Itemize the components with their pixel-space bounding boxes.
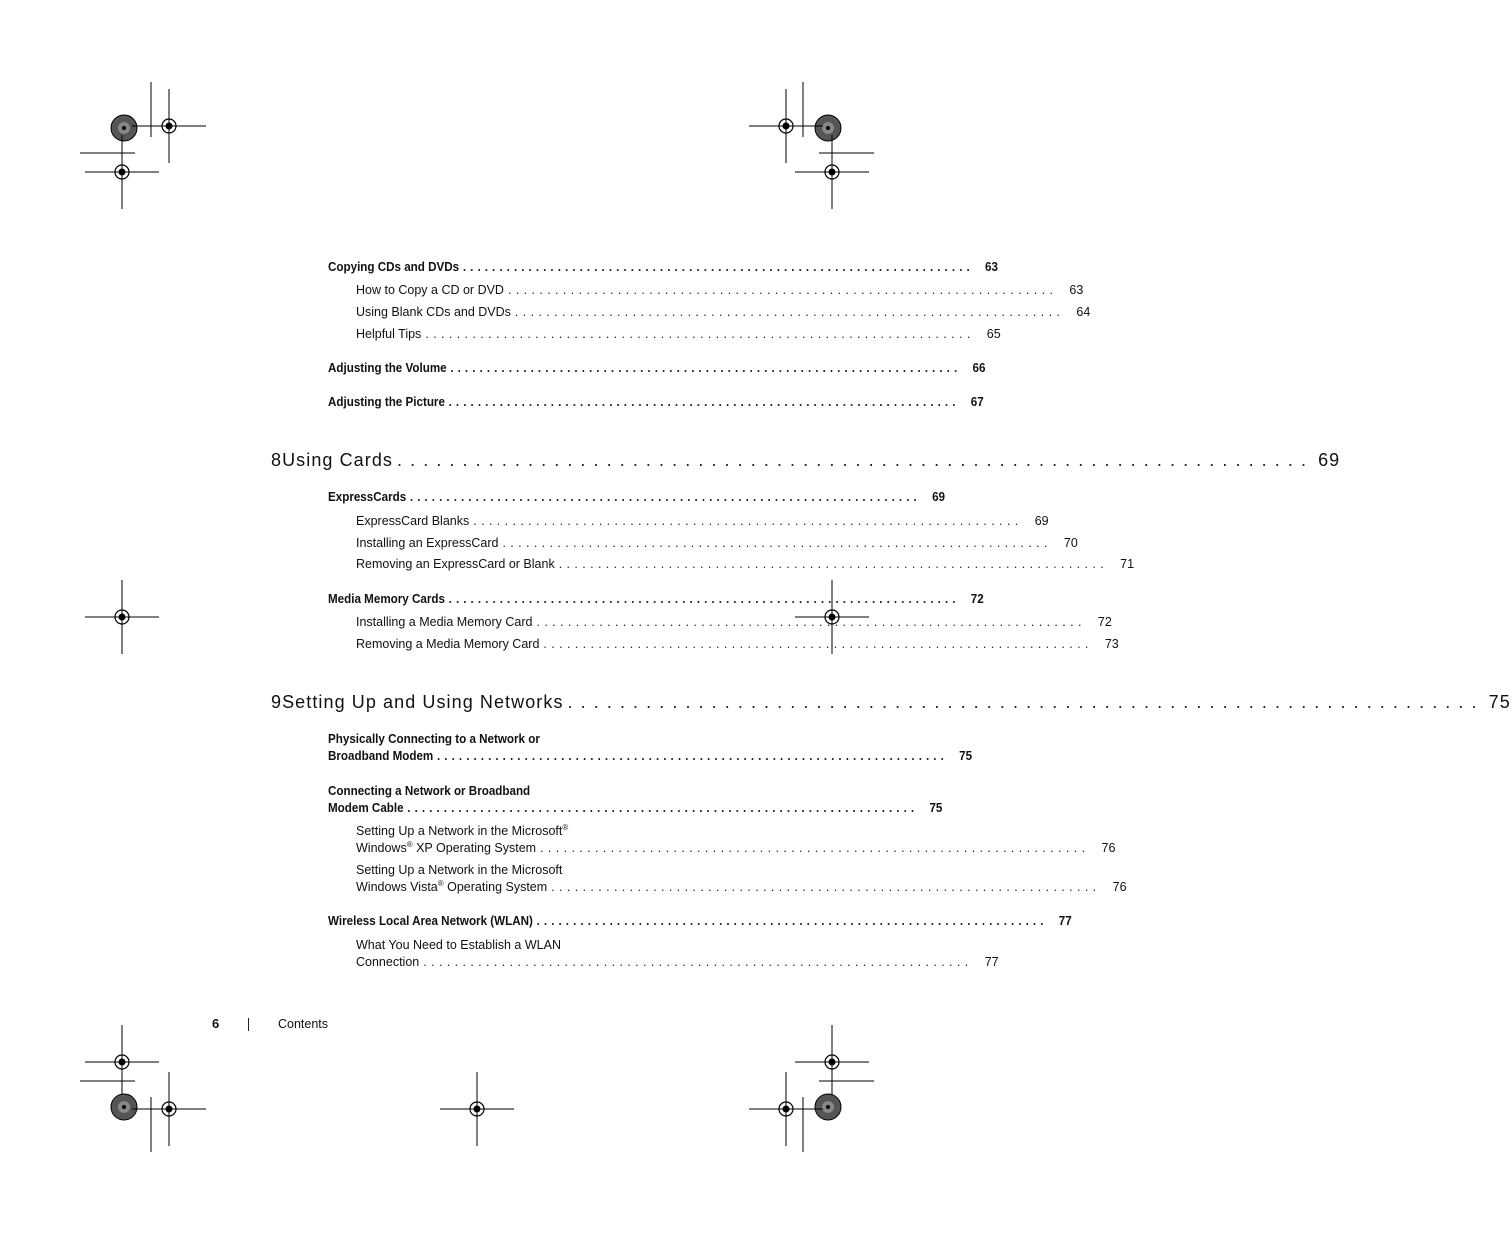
toc-entry-network-xp[interactable] bbox=[356, 839, 1116, 855]
toc-entry-wlan-need[interactable] bbox=[356, 955, 999, 969]
dot-leader: ...................................................................... bbox=[536, 914, 1048, 928]
toc-entry-copying-cds[interactable] bbox=[328, 260, 998, 274]
toc-entry-label: Adjusting the Volume bbox=[328, 361, 447, 375]
toc-entry-network-xp-line1 bbox=[356, 824, 568, 838]
crosshair-mark-bl bbox=[85, 1025, 159, 1099]
chapter-title: Setting Up and Using Networks bbox=[282, 692, 564, 712]
toc-entry-expresscards[interactable] bbox=[328, 490, 945, 504]
crosshair-mark-br2 bbox=[749, 1072, 823, 1146]
dot-leader: ...................................................................... bbox=[448, 395, 960, 409]
toc-entry-label: Using Blank CDs and DVDs bbox=[356, 305, 511, 319]
toc-entry-text: Operating System bbox=[443, 880, 548, 894]
toc-page-number: 77 bbox=[984, 955, 999, 969]
dot-leader: ...................................................................... bbox=[397, 450, 1315, 470]
toc-entry-label: How to Copy a CD or DVD bbox=[356, 283, 504, 297]
star-target-bl bbox=[111, 1094, 137, 1120]
toc-entry-removing-media-card[interactable] bbox=[356, 637, 1119, 651]
toc-entry-network-vista-line1: Setting Up a Network in the Microsoft bbox=[356, 863, 563, 877]
dot-leader: ...................................................................... bbox=[448, 592, 960, 606]
toc-entry-how-to-copy[interactable] bbox=[356, 283, 1084, 297]
toc-entry-label: Wireless Local Area Network (WLAN) bbox=[328, 914, 533, 928]
dot-leader: ...................................................................... bbox=[436, 749, 948, 763]
toc-entry-label bbox=[356, 841, 536, 855]
toc-page-number: 63 bbox=[1069, 283, 1084, 297]
toc-entry-label: Installing a Media Memory Card bbox=[356, 615, 533, 629]
star-target-br bbox=[815, 1094, 841, 1120]
dot-leader: ...................................................................... bbox=[473, 514, 1023, 528]
toc-page-number: 71 bbox=[1120, 557, 1135, 571]
dot-leader: ...................................................................... bbox=[540, 841, 1090, 855]
toc-chapter-9[interactable] bbox=[271, 692, 1511, 713]
toc-entry-text: Setting Up a Network in the Microsoft bbox=[356, 824, 563, 838]
crosshair-mark-bl2 bbox=[132, 1072, 206, 1146]
toc-entry-label: Modem Cable bbox=[328, 801, 404, 815]
dot-leader: ...................................................................... bbox=[551, 880, 1101, 894]
dot-leader: ...................................................................... bbox=[407, 801, 919, 815]
toc-page-number: 65 bbox=[986, 327, 1001, 341]
toc-entry-label: ExpressCards bbox=[328, 490, 407, 504]
toc-entry-text: XP Operating System bbox=[412, 841, 537, 855]
footer-section-label: Contents bbox=[278, 1017, 329, 1031]
toc-page-number: 77 bbox=[1058, 914, 1072, 928]
dot-leader: ...................................................................... bbox=[543, 637, 1093, 651]
dot-leader: ...................................................................... bbox=[567, 692, 1485, 712]
toc-entry-label: Installing an ExpressCard bbox=[356, 536, 499, 550]
toc-page-number: 64 bbox=[1076, 305, 1091, 319]
dot-leader: ...................................................................... bbox=[514, 305, 1065, 319]
toc-entry-connecting-network-line1: Connecting a Network or Broadband bbox=[328, 784, 531, 798]
toc-page-number: 76 bbox=[1101, 841, 1116, 855]
toc-entry-helpful-tips[interactable] bbox=[356, 327, 1001, 341]
toc-entry-adjusting-picture[interactable] bbox=[328, 395, 984, 409]
toc-entry-network-vista[interactable] bbox=[356, 878, 1127, 894]
toc-entry-label: Removing a Media Memory Card bbox=[356, 637, 540, 651]
dot-leader: ...................................................................... bbox=[423, 955, 973, 969]
crosshair-mark-tl2 bbox=[85, 135, 159, 209]
toc-entry-expresscard-blanks[interactable] bbox=[356, 514, 1049, 528]
crosshair-mark-tr2 bbox=[795, 135, 869, 209]
toc-entry-text: Windows Vista bbox=[356, 880, 438, 894]
toc-entry-removing-expresscard[interactable] bbox=[356, 557, 1135, 571]
dot-leader: ...................................................................... bbox=[450, 361, 962, 375]
toc-entry-media-memory-cards[interactable] bbox=[328, 592, 984, 606]
toc-page-number: 69 bbox=[932, 490, 945, 504]
dot-leader: ...................................................................... bbox=[425, 327, 975, 341]
crosshair-mark-tl bbox=[132, 89, 206, 163]
page-number: 6 bbox=[212, 1016, 220, 1031]
chapter-title: Using Cards bbox=[282, 450, 394, 470]
toc-entry-blank-cds[interactable] bbox=[356, 305, 1091, 319]
toc-entry-adjusting-volume[interactable] bbox=[328, 361, 986, 375]
dot-leader: ...................................................................... bbox=[409, 490, 921, 504]
toc-entry-physically-connecting-line1: Physically Connecting to a Network or bbox=[328, 732, 540, 746]
registered-mark: ® bbox=[437, 878, 444, 888]
toc-entry-wlan-need-line1: What You Need to Establish a WLAN bbox=[356, 938, 561, 952]
toc-page-number: 73 bbox=[1104, 637, 1119, 651]
star-target-tl bbox=[111, 115, 137, 141]
toc-page-number: 67 bbox=[970, 395, 984, 409]
crosshair-mark-ml bbox=[85, 580, 159, 654]
dot-leader: ...................................................................... bbox=[558, 557, 1109, 571]
toc-page-number: 75 bbox=[929, 801, 943, 815]
toc-entry-label: Connection bbox=[356, 955, 420, 969]
toc-entry-physically-connecting[interactable] bbox=[328, 749, 973, 763]
registered-mark: ® bbox=[406, 839, 413, 849]
chapter-number: 9 bbox=[271, 692, 283, 712]
toc-entry-installing-expresscard[interactable] bbox=[356, 536, 1078, 550]
toc-page-number: 69 bbox=[1318, 450, 1341, 470]
crosshair-mark-br bbox=[795, 1025, 869, 1099]
toc-entry-label: Adjusting the Picture bbox=[328, 395, 445, 409]
toc-entry-label: ExpressCard Blanks bbox=[356, 514, 470, 528]
star-target-tr bbox=[815, 115, 841, 141]
toc-entry-label: Broadband Modem bbox=[328, 749, 434, 763]
crop-line-tl bbox=[80, 82, 151, 153]
toc-entry-wlan[interactable] bbox=[328, 914, 1072, 928]
crosshair-mark-tr bbox=[749, 89, 823, 163]
crop-line-br bbox=[803, 1081, 874, 1152]
toc-page-number: 69 bbox=[1034, 514, 1049, 528]
toc-entry-label: Helpful Tips bbox=[356, 327, 422, 341]
crosshair-mark-bc bbox=[440, 1072, 514, 1146]
toc-page-number: 75 bbox=[959, 749, 973, 763]
toc-chapter-8[interactable] bbox=[271, 450, 1341, 471]
toc-entry-text: Windows bbox=[356, 841, 407, 855]
dot-leader: ...................................................................... bbox=[502, 536, 1052, 550]
dot-leader: ...................................................................... bbox=[507, 283, 1058, 297]
toc-page-number: 72 bbox=[1097, 615, 1112, 629]
toc-entry-connecting-network[interactable] bbox=[328, 801, 943, 815]
toc-page-number: 72 bbox=[970, 592, 984, 606]
toc-entry-label: Copying CDs and DVDs bbox=[328, 260, 460, 274]
registered-mark: ® bbox=[562, 822, 569, 832]
toc-page-number: 70 bbox=[1063, 536, 1078, 550]
toc-entry-installing-media-card[interactable] bbox=[356, 615, 1112, 629]
chapter-number: 8 bbox=[271, 450, 283, 470]
toc-page-number: 76 bbox=[1112, 880, 1127, 894]
toc-entry-label: Removing an ExpressCard or Blank bbox=[356, 557, 555, 571]
toc-entry-label bbox=[356, 880, 547, 894]
toc-page-number: 66 bbox=[972, 361, 986, 375]
toc-entry-label: Media Memory Cards bbox=[328, 592, 445, 606]
dot-leader: ...................................................................... bbox=[462, 260, 974, 274]
footer-divider bbox=[248, 1018, 249, 1031]
crop-line-tr bbox=[803, 82, 874, 153]
toc-page-number: 75 bbox=[1488, 692, 1511, 712]
toc-page-number: 63 bbox=[985, 260, 998, 274]
dot-leader: ...................................................................... bbox=[536, 615, 1086, 629]
